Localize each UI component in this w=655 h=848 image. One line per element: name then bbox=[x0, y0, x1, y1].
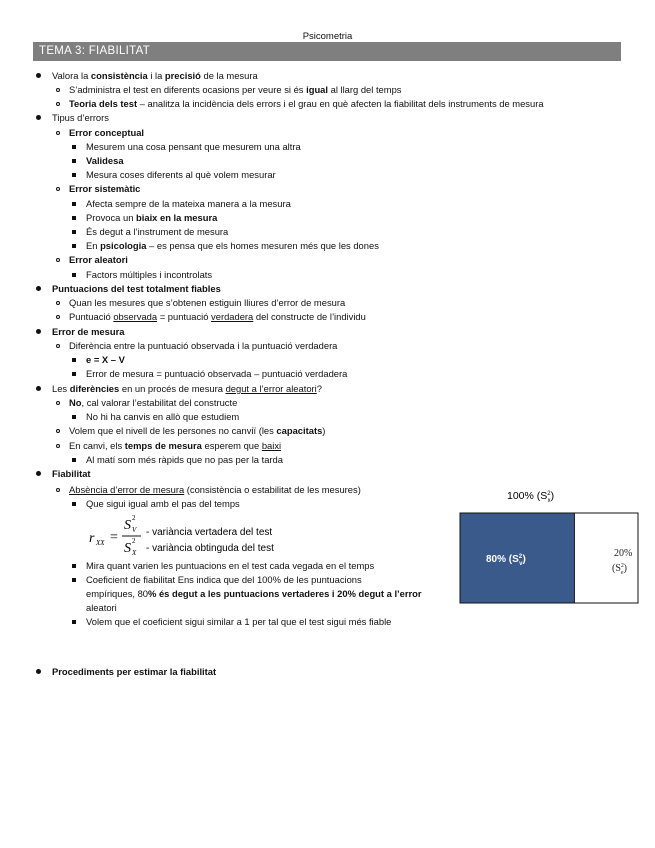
bullet-marker bbox=[72, 372, 76, 376]
outline-item-35: Volem que el coeficient sigui similar a 1 per tal que el test sigui més fiable bbox=[86, 616, 392, 627]
bullet-marker bbox=[56, 187, 60, 191]
bullet-marker bbox=[56, 488, 60, 492]
outline-item-18: Error de mesura bbox=[52, 326, 125, 337]
bullet-marker bbox=[72, 202, 76, 206]
outline-item-25: Volem que el nivell de les persones no canviï (les capacitats) bbox=[69, 425, 326, 436]
outline-item-16: Quan les mesures que s’obtenen estiguin lliures d’error de mesura bbox=[69, 297, 346, 308]
bullet-marker bbox=[36, 471, 41, 476]
bullet-marker bbox=[36, 73, 41, 78]
bullet-marker bbox=[72, 244, 76, 248]
outline-item-4: Error conceptual bbox=[69, 127, 145, 138]
bullet-marker bbox=[56, 301, 60, 305]
formula-lhs: r bbox=[89, 531, 95, 546]
formula-lhs-sub: XX bbox=[96, 539, 105, 547]
outline-item-14: Factors múltiples i incontrolats bbox=[86, 269, 213, 280]
bullet-marker bbox=[72, 578, 76, 582]
outline-item-2: Teoria dels test – analitza la incidència dels errors i el grau en què afecten la fiabilitat dels instruments de mesura bbox=[69, 98, 544, 109]
bullet-marker bbox=[72, 173, 76, 177]
bullet-marker bbox=[72, 415, 76, 419]
bullet-marker bbox=[72, 145, 76, 149]
formula-den-sup: 2 bbox=[132, 537, 136, 545]
diagram-error-label: ($S^2$ e) bbox=[612, 563, 627, 576]
bullet-marker bbox=[72, 159, 76, 163]
outline-item-10: Provoca un biaix en la mesura bbox=[86, 212, 218, 223]
bullet-marker bbox=[56, 429, 60, 433]
bullet-marker bbox=[56, 401, 60, 405]
outline-item-6: Validesa bbox=[86, 155, 124, 166]
outline-item-21: Error de mesura = puntuació observada – puntuació verdadera bbox=[86, 368, 348, 379]
header-title: Psicometria bbox=[302, 31, 353, 42]
formula-equals: = bbox=[110, 530, 118, 545]
section-title-bar: TEMA 3: FIABILITAT bbox=[33, 42, 621, 61]
outline-item-0: Valora la consistència i la precisió de la mesura bbox=[52, 70, 258, 81]
bullet-marker bbox=[56, 258, 60, 262]
formula-num-sup: 2 bbox=[132, 515, 136, 522]
bullet-marker bbox=[56, 315, 60, 319]
bullet-marker bbox=[36, 669, 41, 674]
formula-num: S bbox=[124, 518, 131, 533]
bullet-marker bbox=[72, 502, 76, 506]
outline-item-20: e = X – V bbox=[86, 354, 125, 365]
outline-item-27: Al matí som més ràpids que no pas per la tarda bbox=[86, 454, 283, 465]
bullet-marker bbox=[36, 115, 41, 120]
outline-item-17: Puntuació observada = puntuació verdadera del constructe de l’individu bbox=[69, 311, 366, 322]
diagram-true-label: 80% ($S^2$ v) bbox=[486, 554, 526, 567]
outline-item-23: No, cal valorar l’estabilitat del constructe bbox=[69, 397, 238, 408]
variance-diagram bbox=[458, 486, 640, 606]
outline-item-1: S’administra el test en diferents ocasions per veure si és igual al llarg del temps bbox=[69, 84, 402, 95]
bullet-marker bbox=[36, 386, 41, 391]
outline-item-13: Error aleatori bbox=[69, 254, 128, 265]
bullet-marker bbox=[72, 620, 76, 624]
outline-item-3: Tipus d’errors bbox=[52, 112, 109, 123]
outline-item-36: Procediments per estimar la fiabilitat bbox=[52, 666, 217, 677]
bullet-marker bbox=[56, 131, 60, 135]
outline-item-8: Error sistemàtic bbox=[69, 183, 141, 194]
outline-item-22: Les diferències en un procés de mesura degut a l’error aleatori? bbox=[52, 383, 322, 394]
formula-den-sub: X bbox=[132, 549, 137, 557]
bullet-marker bbox=[72, 216, 76, 220]
bullet-marker bbox=[56, 88, 60, 92]
outline-item-5: Mesurem una cosa pensant que mesurem una altra bbox=[86, 141, 301, 152]
formula-den: S bbox=[124, 541, 131, 556]
bullet-marker bbox=[72, 564, 76, 568]
reliability-formula bbox=[89, 515, 309, 559]
outline-item-31: Mira quant varien les puntuacions en el test cada vegada en el temps bbox=[86, 560, 375, 571]
bullet-marker bbox=[72, 273, 76, 277]
outline-item-33: empíriques, 80% és degut a les puntuacions vertaderes i 20% degut a l’error bbox=[86, 588, 422, 599]
outline-item-24: No hi ha canvis en allò que estudiem bbox=[86, 411, 240, 422]
outline-item-9: Afecta sempre de la mateixa manera a la mesura bbox=[86, 198, 291, 209]
outline-item-32: Coeficient de fiabilitat Ens indica que del 100% de les puntuacions bbox=[86, 574, 362, 585]
outline-item-19: Diferència entre la puntuació observada i la puntuació verdadera bbox=[69, 340, 338, 351]
bullet-marker bbox=[36, 286, 41, 291]
diagram-total-label: 100% ($S^2$ x) bbox=[507, 490, 555, 504]
bullet-marker bbox=[56, 444, 60, 448]
bullet-marker bbox=[72, 230, 76, 234]
formula-note-bottom: - variància obtinguda del test bbox=[146, 543, 274, 554]
bullet-marker bbox=[72, 458, 76, 462]
outline-item-28: Fiabilitat bbox=[52, 468, 91, 479]
formula-note-top: - variància vertadera del test bbox=[146, 527, 273, 538]
outline-item-15: Puntuacions del test totalment fiables bbox=[52, 283, 221, 294]
bullet-marker bbox=[56, 102, 60, 106]
outline-item-11: És degut a l’instrument de mesura bbox=[86, 226, 229, 237]
bullet-marker bbox=[56, 344, 60, 348]
outline-item-29: Absència d’error de mesura (consistència o estabilitat de les mesures) bbox=[69, 484, 361, 495]
outline-item-12: En psicologia – es pensa que els homes mesuren més que les dones bbox=[86, 240, 379, 251]
outline-item-7: Mesura coses diferents al què volem mesurar bbox=[86, 169, 276, 180]
bullet-marker bbox=[72, 358, 76, 362]
outline-item-26: En canvi, els temps de mesura esperem que baixi bbox=[69, 440, 282, 451]
diagram-error-pct: 20% bbox=[614, 548, 633, 559]
outline-item-30: Que sigui igual amb el pas del temps bbox=[86, 498, 240, 509]
bullet-marker bbox=[36, 329, 41, 334]
outline-item-34: aleatori bbox=[86, 602, 117, 613]
formula-num-sub: V bbox=[132, 526, 137, 534]
